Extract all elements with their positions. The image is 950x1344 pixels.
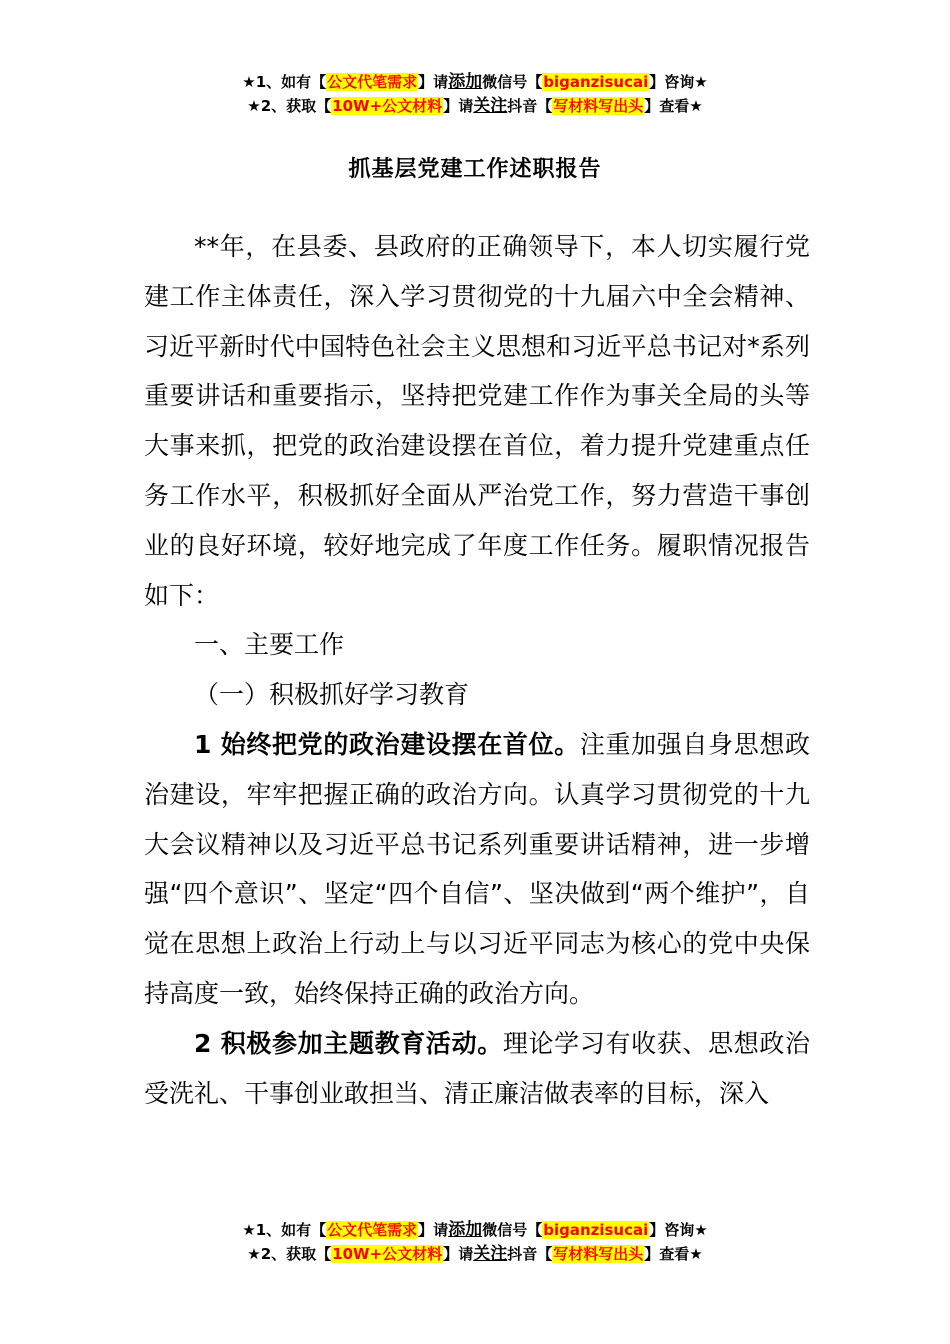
item-2-lead: 2 积极参加主题教育活动。 [194, 1028, 503, 1058]
footer-notice-highlight-materials: 10W+公文材料 [332, 1245, 443, 1263]
header-notice-line-2-part-4: 】查看★ [644, 97, 703, 115]
header-notice-highlight-service: 公文代笔需求 [327, 73, 418, 91]
document-body [144, 222, 810, 1118]
header-notice-highlight-materials: 10W+公文材料 [332, 97, 443, 115]
header-notice-line-1-part-3: 微信号【 [482, 73, 543, 91]
header-notice-line-2-part-3: 抖音【 [507, 97, 553, 115]
header-notice-line-1-part-1: ★1、如有【 [242, 73, 327, 91]
footer-notice-line-2-part-1: ★2、获取【 [247, 1245, 332, 1263]
footer-notice [0, 1218, 950, 1266]
header-notice [0, 70, 950, 118]
footer-notice-line-2-part-4: 】查看★ [644, 1245, 703, 1263]
header-notice-line-1 [0, 70, 950, 94]
footer-notice-line-2 [0, 1242, 950, 1266]
intro-paragraph: **年，在县委、县政府的正确领导下，本人切实履行党建工作主体责任，深入学习贯彻党的十九届六中全会精神、习近平新时代中国特色社会主义思想和习近平总书记对*系列重要讲话和重要指示，坚持把党建工作作为事关全局的头等大事来抓，把党的政治建设摆在首位，着力提升党建重点任务工作水平，积极抓好全面从严治党工作，努力营造干事创业的良好环境，较好地完成了年度工作任务。履职情况报告如下： [144, 232, 810, 610]
footer-notice-underline-add: 添加 [448, 1220, 483, 1240]
subsection-heading-study: （一）积极抓好学习教育 [194, 680, 470, 710]
header-notice-line-1-part-4: 】咨询★ [649, 73, 708, 91]
footer-notice-highlight-douyin: 写材料写出头 [553, 1245, 644, 1263]
footer-notice-line-2-part-2: 】请 [443, 1245, 474, 1263]
header-notice-highlight-wechat-id: biganzisucai [543, 73, 649, 91]
item-paragraph-1 [144, 720, 810, 1019]
header-notice-highlight-douyin: 写材料写出头 [553, 97, 644, 115]
footer-notice-line-1-part-4: 】咨询★ [649, 1221, 708, 1239]
footer-notice-line-1 [0, 1218, 950, 1242]
footer-notice-highlight-wechat-id: biganzisucai [543, 1221, 649, 1239]
header-notice-line-2-part-2: 】请 [443, 97, 474, 115]
footer-notice-line-1-part-1: ★1、如有【 [242, 1221, 327, 1239]
header-notice-line-2 [0, 94, 950, 118]
document-title: 抓基层党建工作述职报告 [348, 157, 602, 182]
footer-notice-underline-follow: 关注 [473, 1244, 508, 1264]
item-1-lead: 1 始终把党的政治建设摆在首位。 [194, 729, 580, 759]
footer-notice-line-1-part-3: 微信号【 [482, 1221, 543, 1239]
footer-notice-line-2-part-3: 抖音【 [507, 1245, 553, 1263]
header-notice-underline-add: 添加 [448, 72, 483, 92]
item-2-text: 理论学习有收获、思想政治受洗礼、干事创业敢担当、清正廉洁做表率的目标，深入 [144, 1028, 810, 1108]
header-notice-line-1-part-2: 】请 [418, 73, 449, 91]
section-heading-main-work: 一、主要工作 [194, 630, 345, 660]
item-paragraph-2 [144, 1019, 810, 1119]
header-notice-underline-follow: 关注 [473, 96, 508, 116]
item-1-text: 注重加强自身思想政治建设，牢牢把握正确的政治方向。认真学习贯彻党的十九大会议精神以及习近平总书记系列重要讲话精神，进一步增强“四个意识”、坚定“四个自信”、坚决做到“两个维护”，自觉在思想上政治上行动上与以习近平同志为核心的党中央保持高度一致，始终保持正确的政治方向。 [144, 729, 810, 1008]
footer-notice-line-1-part-2: 】请 [418, 1221, 449, 1239]
footer-notice-highlight-service: 公文代笔需求 [327, 1221, 418, 1239]
header-notice-line-2-part-1: ★2、获取【 [247, 97, 332, 115]
